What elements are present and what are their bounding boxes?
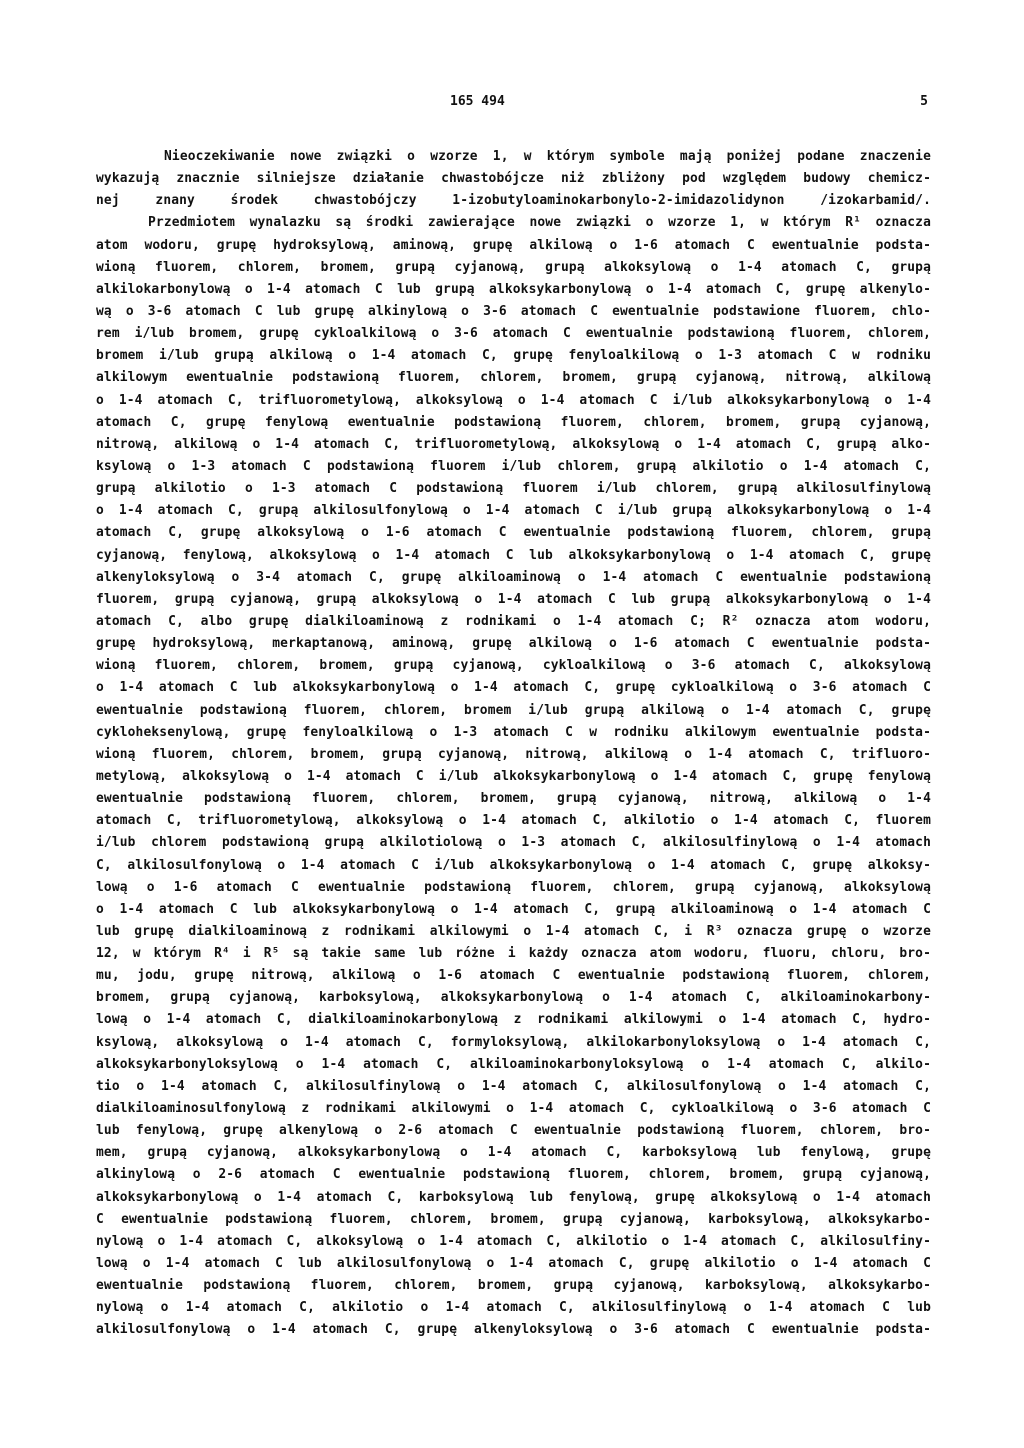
body-text bbox=[96, 146, 931, 1386]
text-line: nylową o 1-4 atomach C, alkoksylową o 1-4 atomach C, alkilotio o 1-4 atomach C, alkilosulfiny- bbox=[96, 1233, 931, 1249]
text-line: atomach C, albo grupę dialkiloaminową z rodnikami o 1-4 atomach C; R² oznacza atom wodoru, bbox=[96, 613, 931, 629]
text-line: wioną fluorem, chlorem, bromem, grupą cyjanową, nitrową, alkilową o 1-4 atomach C, trifluoro- bbox=[96, 746, 931, 762]
text-line: ksylową, alkoksylową o 1-4 atomach C, formyloksylową, alkilokarbonyloksylową o 1-4 atomach C, bbox=[96, 1034, 931, 1050]
text-line: alkenyloksylową o 3-4 atomach C, grupę alkiloaminową o 1-4 atomach C ewentualnie podstawioną bbox=[96, 569, 931, 585]
text-line: nitrową, alkilową o 1-4 atomach C, trifluorometylową, alkoksylową o 1-4 atomach C, grupą alko- bbox=[96, 436, 931, 452]
text-line: Nieoczekiwanie nowe związki o wzorze 1, w którym symbole mają poniżej podane znaczenie bbox=[164, 149, 931, 164]
text-line: o 1-4 atomach C, grupą alkilosulfonylową o 1-4 atomach C i/lub grupą alkoksykarbonylową o 1-4 bbox=[96, 503, 931, 519]
text-line: bromem, grupą cyjanową, karboksylową, alkoksykarbonylową o 1-4 atomach C, alkiloaminokarbony- bbox=[96, 990, 931, 1006]
text-line bbox=[96, 1342, 931, 1364]
text-line: o 1-4 atomach C lub alkoksykarbonylową o 1-4 atomach C, grupą alkiloaminową o 1-4 atomach C bbox=[96, 901, 931, 917]
text-line: alkoksykarbonylową o 1-4 atomach C, karboksylową lub fenylową, grupę alkoksylową o 1-4 atomach bbox=[96, 1189, 931, 1205]
text-line: mu, jodu, grupę nitrową, alkilową o 1-6 atomach C ewentualnie podstawioną fluorem, chlorem, bbox=[96, 968, 931, 984]
text-line: grupą alkilotio o 1-3 atomach C podstawioną fluorem i/lub chlorem, grupą alkilosulfinylową bbox=[96, 481, 931, 497]
text-line: fluorem, grupą cyjanową, grupą alkoksylową o 1-4 atomach C lub grupą alkoksykarbonylową o 1-4 bbox=[96, 591, 931, 607]
text-line: i/lub chlorem podstawioną grupą alkilotiolową o 1-3 atomach C, alkilosulfinylową o 1-4 atomach bbox=[96, 835, 931, 851]
text-line: o 1-4 atomach C lub alkoksykarbonylową o 1-4 atomach C, grupę cykloalkilową o 3-6 atomach C bbox=[96, 680, 931, 696]
text-line: grupę hydroksylową, merkaptanową, aminową, grupę alkilową o 1-6 atomach C ewentualnie podsta- bbox=[96, 636, 931, 652]
text-line bbox=[96, 1364, 931, 1386]
text-line: alkoksykarbonyloksylową o 1-4 atomach C, alkiloaminokarbonyloksylową o 1-4 atomach C, alkilo- bbox=[96, 1056, 931, 1072]
text-line: nej znany środek chwastobójczy 1-izobutyloaminokarbonylo-2-imidazolidynon /izokarbamid/. bbox=[96, 193, 931, 209]
text-line: C, alkilosulfonylową o 1-4 atomach C i/lub alkoksykarbonylową o 1-4 atomach C, grupę alkoksy- bbox=[96, 857, 931, 873]
text-line: wykazują znacznie silniejsze działanie chwastobójcze niż zbliżony pod względem budowy chemicz- bbox=[96, 171, 931, 187]
text-line: mem, grupą cyjanową, alkoksykarbonylową o 1-4 atomach C, karboksylową lub fenylową, grupę bbox=[96, 1145, 931, 1161]
page-header bbox=[96, 94, 932, 114]
text-line: atomach C, grupę alkoksylową o 1-6 atomach C ewentualnie podstawioną fluorem, chlorem, grupą bbox=[96, 525, 931, 541]
text-line: bromem i/lub grupą alkilową o 1-4 atomach C, grupę fenyloalkilową o 1-3 atomach C w rodniku bbox=[96, 348, 931, 364]
text-line: nylową o 1-4 atomach C, alkilotio o 1-4 atomach C, alkilosulfinylową o 1-4 atomach C lub bbox=[96, 1300, 931, 1316]
page-number: 165 494 bbox=[450, 94, 505, 109]
text-line: atom wodoru, grupę hydroksylową, aminową, grupę alkilową o 1-6 atomach C ewentualnie podsta- bbox=[96, 237, 931, 253]
text-line: alkilowym ewentualnie podstawioną fluorem, chlorem, bromem, grupą cyjanową, nitrową, alkilową bbox=[96, 370, 931, 386]
text-line: wą o 3-6 atomach C lub grupę alkinylową o 3-6 atomach C ewentualnie podstawione fluorem, chlo- bbox=[96, 303, 931, 319]
text-line: atomach C, grupę fenylową ewentualnie podstawioną fluorem, chlorem, bromem, grupą cyjanową, bbox=[96, 414, 931, 430]
text-line: lub grupę dialkiloaminową z rodnikami alkilowymi o 1-4 atomach C, i R³ oznacza grupę o wzorze bbox=[96, 923, 931, 939]
text-line: alkilosulfonylową o 1-4 atomach C, grupę alkenyloksylową o 3-6 atomach C ewentualnie podsta- bbox=[96, 1322, 931, 1338]
text-line: alkinylową o 2-6 atomach C ewentualnie podstawioną fluorem, chlorem, bromem, grupą cyjanową, bbox=[96, 1167, 931, 1183]
text-line: metylową, alkoksylową o 1-4 atomach C i/lub alkoksykarbonylową o 1-4 atomach C, grupę fenylową bbox=[96, 768, 931, 784]
column-number: 5 bbox=[920, 94, 928, 109]
text-line: wioną fluorem, chlorem, bromem, grupą cyjanową, cykloalkilową o 3-6 atomach C, alkoksylową bbox=[96, 658, 931, 674]
text-line: lub fenylową, grupę alkenylową o 2-6 atomach C ewentualnie podstawioną fluorem, chlorem, bro- bbox=[96, 1123, 931, 1139]
text-line: alkilokarbonylową o 1-4 atomach C lub grupą alkoksykarbonylową o 1-4 atomach C, grupę alkenylo- bbox=[96, 281, 931, 297]
text-line: Przedmiotem wynalazku są środki zawierające nowe związki o wzorze 1, w którym R¹ oznacza bbox=[148, 215, 931, 231]
text-line: lową o 1-4 atomach C, dialkiloaminokarbonylową z rodnikami alkilowymi o 1-4 atomach C, hydro- bbox=[96, 1012, 931, 1028]
text-line: ewentualnie podstawioną fluorem, chlorem, bromem, grupą cyjanową, nitrową, alkilową o 1-4 bbox=[96, 791, 931, 807]
text-line: lową o 1-4 atomach C lub alkilosulfonylową o 1-4 atomach C, grupę alkilotio o 1-4 atomach C bbox=[96, 1256, 931, 1272]
text-line: wioną fluorem, chlorem, bromem, grupą cyjanową, grupą alkoksylową o 1-4 atomach C, grupą bbox=[96, 259, 931, 275]
text-line: dialkiloaminosulfonylową z rodnikami alkilowymi o 1-4 atomach C, cykloalkilową o 3-6 atomach C bbox=[96, 1101, 931, 1117]
text-line: lową o 1-6 atomach C ewentualnie podstawioną fluorem, chlorem, grupą cyjanową, alkoksylową bbox=[96, 879, 931, 895]
text-line: ewentualnie podstawioną fluorem, chlorem, bromem, grupą cyjanową, karboksylową, alkoksykarbo- bbox=[96, 1278, 931, 1294]
text-line: 12, w którym R⁴ i R⁵ są takie same lub różne i każdy oznacza atom wodoru, fluoru, chloru, bro- bbox=[96, 946, 931, 962]
text-line: cykloheksenylową, grupę fenyloalkilową o 1-3 atomach C w rodniku alkilowym ewentualnie podsta- bbox=[96, 724, 931, 740]
text-line: rem i/lub bromem, grupę cykloalkilową o 3-6 atomach C ewentualnie podstawioną fluorem, chlorem, bbox=[96, 326, 931, 342]
text-line: ksylową o 1-3 atomach C podstawioną fluorem i/lub chlorem, grupą alkilotio o 1-4 atomach C, bbox=[96, 458, 931, 474]
text-line: atomach C, trifluorometylową, alkoksylową o 1-4 atomach C, alkilotio o 1-4 atomach C, fluorem bbox=[96, 813, 931, 829]
text-line: o 1-4 atomach C, trifluorometylową, alkoksylową o 1-4 atomach C i/lub alkoksykarbonylową o 1-4 bbox=[96, 392, 931, 408]
text-line: ewentualnie podstawioną fluorem, chlorem, bromem i/lub grupą alkilową o 1-4 atomach C, grupę bbox=[96, 702, 931, 718]
text-line: tio o 1-4 atomach C, alkilosulfinylową o 1-4 atomach C, alkilosulfonylową o 1-4 atomach C, bbox=[96, 1078, 931, 1094]
text-line: C ewentualnie podstawioną fluorem, chlorem, bromem, grupą cyjanową, karboksylową, alkoksykarbo- bbox=[96, 1211, 931, 1227]
text-line: cyjanową, fenylową, alkoksylową o 1-4 atomach C lub alkoksykarbonylową o 1-4 atomach C, grupę bbox=[96, 547, 931, 563]
